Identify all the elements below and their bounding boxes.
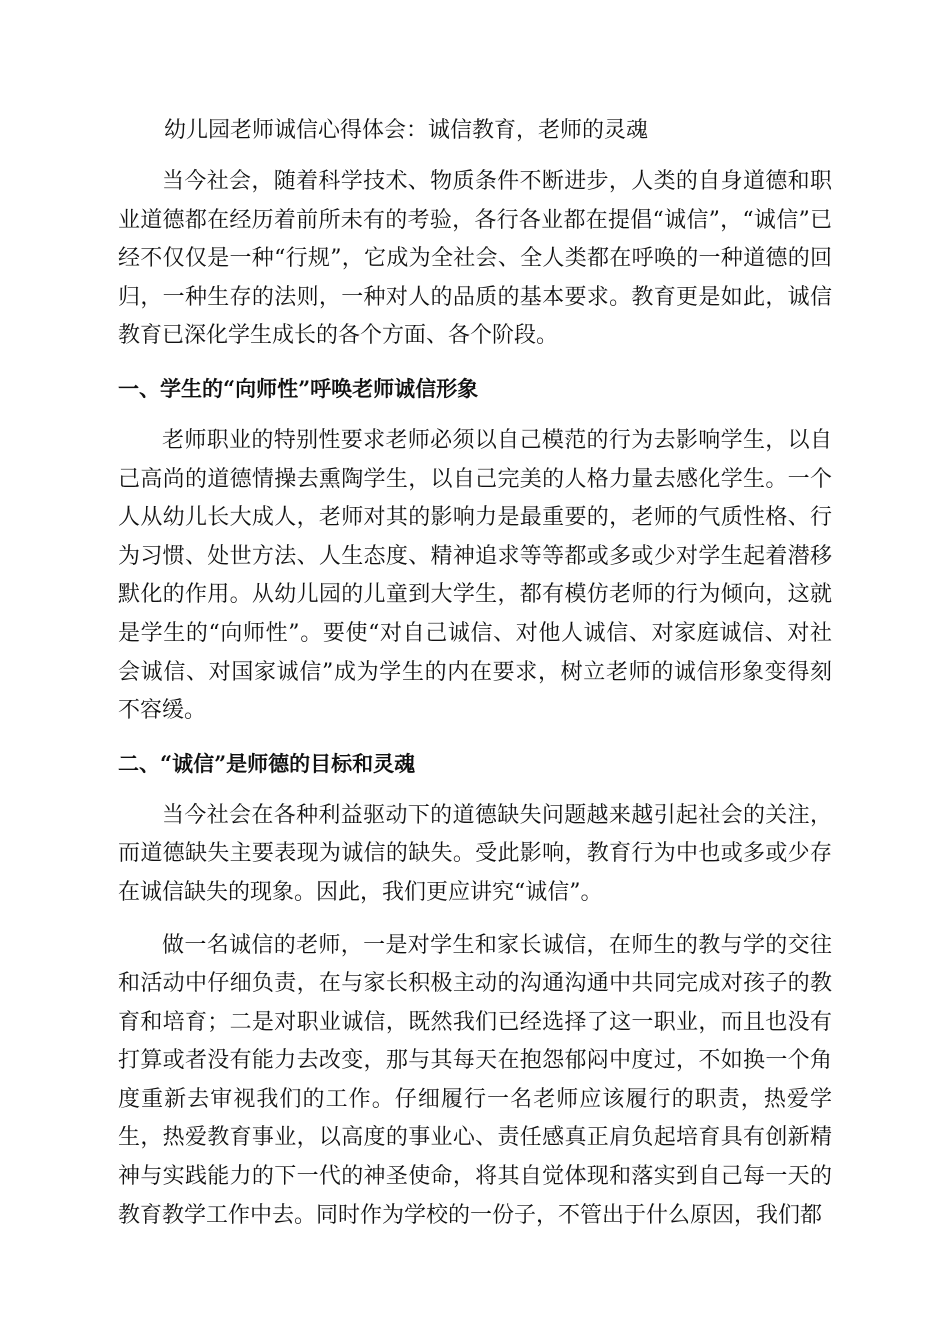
section-2-paragraph-2: 做一名诚信的老师，一是对学生和家长诚信，在师生的教与学的交往和活动中仔细负责，在与家长积极主动的沟通沟通中共同完成对孩子的教育和培育；二是对职业诚信，既然我们已经选择了这一职业，而且也没有打算或者没有能力去改变，那与其每天在抱怨郁闷中度过，不如换一个角度重新去审视我们的工作。仔细履行一名老师应该履行的职责，热爱学生，热爱教育事业，以高度的事业心、责任感真正肩负起培育具有创新精神与实践能力的下一代的神圣使命，将其自觉体现和落实到自己每一天的教育教学工作中去。同时作为学校的一份子，不管出于什么原因，我们都 <box>118 932 832 1228</box>
intro-paragraph: 当今社会，随着科学技术、物质条件不断进步，人类的自身道德和职业道德都在经历着前所未有的考验，各行各业都在提倡“诚信”，“诚信”已经不仅仅是一种“行规”，它成为全社会、全人类都在呼唤的一种道德的回归，一种生存的法则，一种对人的品质的基本要求。教育更是如此，诚信教育已深化学生成长的各个方面、各个阶段。 <box>118 169 832 349</box>
document-title: 幼儿园老师诚信心得体会：诚信教育，老师的灵魂 <box>164 118 649 143</box>
section-1-heading: 一、学生的“向师性”呼唤老师诚信形象 <box>118 375 479 401</box>
section-1-paragraph: 老师职业的特别性要求老师必须以自己模范的行为去影响学生，以自己高尚的道德情操去熏陶学生，以自己完美的人格力量去感化学生。一个人从幼儿长大成人，老师对其的影响力是最重要的，老师的气质性格、行为习惯、处世方法、人生态度、精神追求等等都或多或少对学生起着潜移默化的作用。从幼儿园的儿童到大学生，都有模仿老师的行为倾向，这就是学生的“向师性”。要使“对自己诚信、对他人诚信、对家庭诚信、对社会诚信、对国家诚信”成为学生的内在要求，树立老师的诚信形象变得刻不容缓。 <box>118 427 832 724</box>
section-2-heading: 二、“诚信”是师德的目标和灵魂 <box>118 750 416 776</box>
document-page <box>118 112 832 1249</box>
section-2-paragraph-1: 当今社会在各种利益驱动下的道德缺失问题越来越引起社会的关注，而道德缺失主要表现为诚信的缺失。受此影响，教育行为中也或多或少存在诚信缺失的现象。因此，我们更应讲究“诚信”。 <box>118 802 832 905</box>
